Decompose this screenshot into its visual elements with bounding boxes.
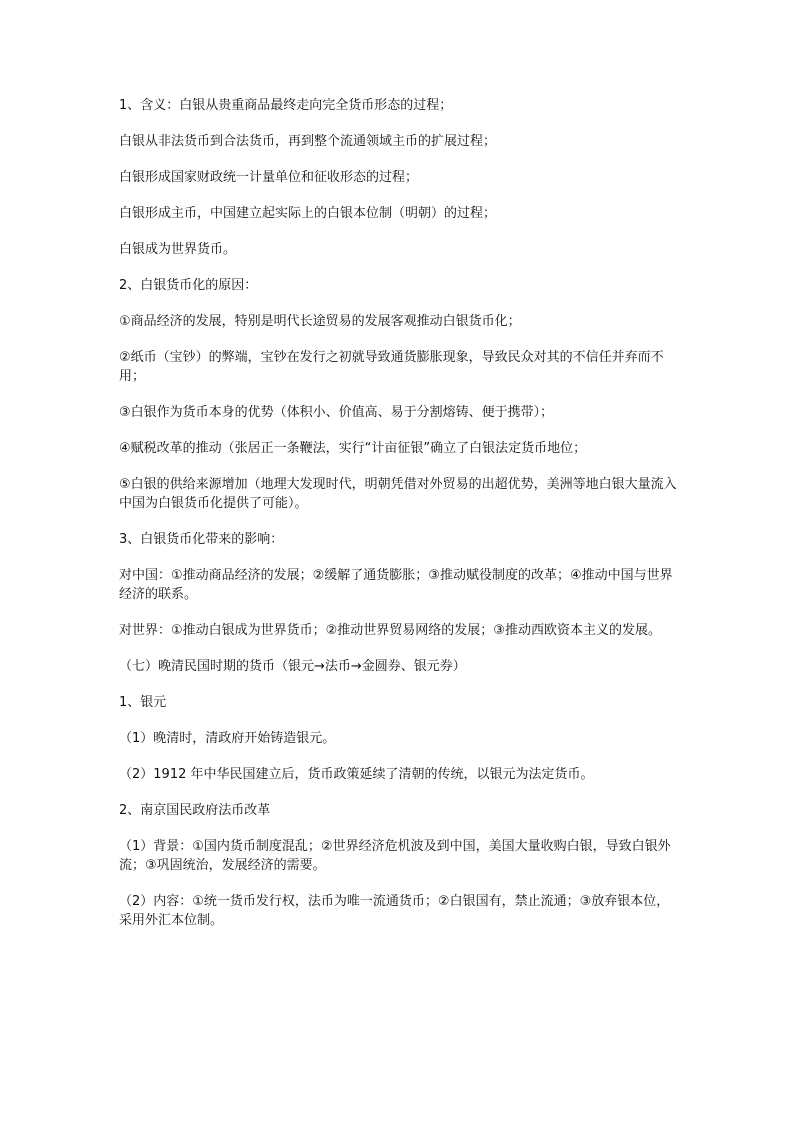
section-seven-heading: （七）晚清民国时期的货币（银元→法币→金圆券、银元券） [119,659,466,674]
fabi-reform-heading: 2、南京国民政府法币改革 [119,803,271,818]
definition-heading: 1、含义：白银从贵重商品最终走向完全货币形态的过程； [119,98,453,113]
silver-yuan-point-2: （2）1912 年中华民国建立后，货币政策延续了清朝的传统，以银元为法定货币。 [119,767,594,782]
silver-yuan-point-1: （1）晚清时，清政府开始铸造银元。 [119,731,336,746]
cause-tax-reform: ④赋税改革的推动（张居正一条鞭法，实行“计亩征银”确立了白银法定货币地位； [119,441,587,456]
fabi-reform-content: （2）内容：①统一货币发行权，法币为唯一流通货币；②白银国有，禁止流通；③放弃银本位，采用外汇本位制。 [119,894,670,928]
cause-silver-supply: ⑤白银的供给来源增加（地理大发现时代，明朝凭借对外贸易的出超优势，美洲等地白银大量流入中国为白银货币化提供了可能）。 [119,477,677,511]
definition-point-silver-standard: 白银形成主币，中国建立起实际上的白银本位制（明朝）的过程； [119,206,497,221]
cause-silver-advantages: ③白银作为货币本身的优势（体积小、价值高、易于分割熔铸、便于携带）； [119,405,554,420]
fabi-reform-background: （1）背景：①国内货币制度混乱；②世界经济危机波及到中国，美国大量收购白银，导致白银外流；③巩固统治，发展经济的需要。 [119,839,671,873]
impact-on-world: 对世界：①推动白银成为世界货币；②推动世界贸易网络的发展；③推动西欧资本主义的发展。 [119,623,661,638]
cause-paper-money: ②纸币（宝钞）的弊端，宝钞在发行之初就导致通货膨胀现象，导致民众对其的不信任并弃而不用； [119,350,664,384]
definition-point-legal-currency: 白银从非法货币到合法货币，再到整个流通领域主币的扩展过程； [119,134,497,149]
silver-yuan-heading: 1、银元 [119,695,167,710]
definition-point-fiscal-unit: 白银形成国家财政统一计量单位和征收形态的过程； [119,170,419,185]
definition-point-world-currency: 白银成为世界货币。 [119,242,237,257]
impact-on-china: 对中国：①推动商品经济的发展；②缓解了通货膨胀；③推动赋役制度的改革；④推动中国与世界经济的联系。 [119,568,673,602]
document-body [119,96,679,947]
impact-heading: 3、白银货币化带来的影响： [119,532,284,547]
causes-heading: 2、白银货币化的原因： [119,278,258,293]
cause-commodity-economy: ①商品经济的发展，特别是明代长途贸易的发展客观推动白银货币化； [119,314,521,329]
